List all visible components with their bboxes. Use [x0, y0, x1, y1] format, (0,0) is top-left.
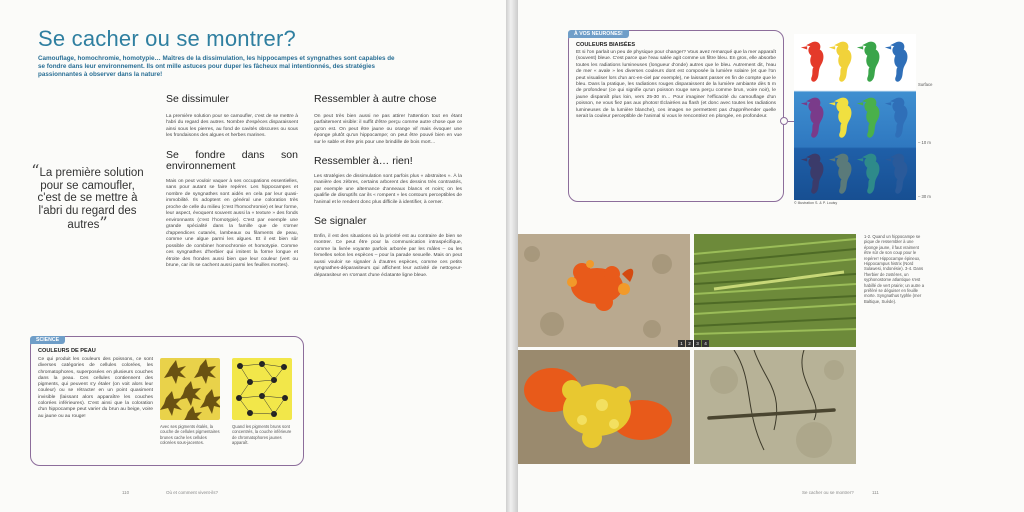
section-text-fondre: Mais on peut vouloir vaquer à ses occupations essentielles, sans pour autant se faire repérer. Les hippocampes et nombre de syngnathes sont aidés en cela par leur quasi-immobilité. Ils adoptent en général une coloration très proche de celle du milieu (c'est l'homochromie) et leur forme, leur aspect, évoquent souvent aussi la « texture » des fonds environnants (c'est l'homotypie). C'est par exemple une grande spécialité dans la famille que de s'orner d'appendices cutanés, lambeaux ou filaments de peau, comme une algue parmi les algues. Et il est bien sûr possible de combiner homochromie et homotypie. Comme ces syngnathes d'herbier qui imitent la forme longue et étroite des frondes aussi bien que leur couleur (vert ou brune, car ils se cachent aussi parmi les feuilles mortes). — [166, 178, 298, 268]
intro-paragraph: Camouflage, homochromie, homotypie… Maîtres de la dissimulation, les hippocampes et syngnathes sont capables de se fondre dans leur environnement. Ils ont mille astuces pour duper les fâcheux mal intentionnés, des stratégies passionnantes à observer dans la nature! — [38, 55, 395, 79]
running-head-left: Où et comment vivent-ils? — [166, 490, 219, 495]
running-head-right: Se cacher ou se montrer? — [802, 490, 854, 495]
folio-right: 111 — [872, 490, 879, 495]
photo-syngnathe-dead-leaf — [694, 350, 856, 464]
box-connector-dot — [780, 117, 788, 125]
depth-label-30m: – 30 m — [918, 194, 931, 199]
photo-seagrass-syngnathe-green — [694, 234, 856, 347]
section-text-rien: Les stratégies de dissimulation sont parfois plus « abstraites ». À la manière des zèbres, certains arborent des dessins très contrastés, par exemple une alternance d'anneaux blancs et noirs; on les qualifie de disruptifs car ils « rompent » les contours perceptibles de l'animal et le rendent donc plus difficile à identifier, à cerner. — [314, 173, 462, 205]
photo-yellow-seahorse-1 — [518, 234, 690, 347]
neurones-tag: À VOS NEURONES! — [568, 30, 629, 38]
section-title-dissimuler: Se dissimuler — [166, 93, 230, 105]
section-title-ressembler: Ressembler à autre chose — [314, 93, 437, 105]
section-text-ressembler: On peut très bien aussi ne pas attirer l'attention tout en étant parfaitement visible: il suffit d'être perçu comme autre chose que ce qu'on est. On peut être jaune ou orange vif mais évoquer une éponge plutôt qu'un hippocampe; on peut être pouvé bien en vue sur le sable et être pris pour une brindille de bois mort… — [314, 113, 462, 145]
book-gutter — [506, 0, 518, 512]
illustration-credit: © Illustration S. & P. Louisy — [794, 201, 838, 205]
photo-number-3: 3 — [694, 340, 701, 347]
left-page — [0, 0, 506, 512]
photo-yellow-seahorse-2 — [518, 350, 690, 464]
pull-quote — [30, 161, 145, 232]
page-title: Se cacher ou se montrer? — [38, 26, 296, 51]
neurones-box-text: Et si l'on parlait un peu de physique pour changer? Vous avez remarqué que la mer apparaît (souvent) bleue. C'est parce que l'eau salée agit comme un filtre bleu. En gros, elle absorbe toutes les radiations lumineuses (longueur d'onde) autres que le bleu. Autrement dit, l'eau de mer « avale » les diverses couleurs dont est composée la lumière solaire (et que l'on peut visualiser lors d'un arc-en-ciel par exemple), ne laissant passer en fin de compte que le bleu. Dans la pratique, les radiations rouges disparaissent de la lumière ambiante dès 5 m de profondeur (ce qui signifie qu'un poisson rouge sera perçu comme brun, voire noir), le jaune disparaît plus loin, vers 25-30 m… Pour imaginer l'efficacité du camouflage d'un poisson, ne vous fiez pas aux photos! Éclairées au flash (et donc avec toutes les radiations lumineuses de la lumière blanche), ces images ne permettent pas d'appréhender quelle serait la couleur perceptible de l'animal si vous le rencontriez en plongée, en profondeur. — [576, 50, 776, 120]
pull-quote-text: La première solution pour se camoufler, c'est de se mettre à l'abri du regard des autres — [37, 167, 144, 231]
section-title-signaler: Se signaler — [314, 215, 367, 227]
science-box-title: COULEURS DE PEAU — [38, 348, 96, 354]
neurones-box-title: COULEURS BIAISÉES — [576, 42, 636, 48]
photo-number-1: 1 — [678, 340, 685, 347]
right-page — [518, 0, 1024, 512]
section-text-signaler: Enfin, il est des situations où la priorité est au contraire de bien se montrer. Ce peut être pour la communication intraspécifique, comme la livrée voyante parfois arborée par les mâles – ou les femelles selon les espèces – pour la parade sexuelle. Mais on peut aussi vouloir se signaler à d'autres espèces, comme ces petits syngnathes-déparasiteurs qui affichent leur activité de nettoyeur-déparasiteur en s'ornant d'une éclatante ligne bleue. — [314, 233, 462, 278]
depth-label-10m: – 10 m — [918, 140, 931, 145]
science-box-text: Ce qui produit les couleurs des poissons, ce sont diverses catégories de cellules colorées, les chromatophores, superposées en plusieurs couches dans la peau. Ces cellules contiennent des pigments, qui peuvent s'y étaler (on voit alors leur couleur) ou se rétracter en un point quasiment invisible (laissant alors apparaître les couches colorées inférieures). C'est ainsi que la coloration d'un hippocampe peut varier du brun au beige, voire au jaune ou au rouge! — [38, 357, 153, 419]
photo-caption: 1-2. Quand un hippocampe se pique de ressembler à une éponge jaune, il faut vraiment être sûr de son coup pour le repérer! Hippocampe épineux, Hippocampus histrix (Nord Sulawesi, Indonésie). 3-4. Dans l'herbier de zostères, un syphonostome atlantique s'est habillé de vert prairie; un autre a préféré se déguiser en feuille morte. Syngnathus typhle (mer Baltique, Suède). — [864, 234, 925, 304]
caption-brown-pigments: Avec ses pigments étalés, la couche de cellules pigmentaires brunes cache les cellules colorées sous-jacentes. — [160, 424, 220, 446]
quote-open-mark: “ — [31, 161, 40, 180]
column-middle — [166, 94, 298, 270]
photo-number-4: 4 — [702, 340, 709, 347]
quote-close-mark: ” — [99, 213, 108, 232]
section-title-fondre: Se fondre dans son environnement — [166, 148, 298, 172]
section-title-rien: Ressembler à… rien! — [314, 155, 413, 167]
column-right — [314, 94, 462, 279]
science-tag: SCIENCE — [30, 336, 65, 344]
chromatophore-yellow-image — [232, 358, 292, 420]
folio-left: 110 — [122, 490, 130, 495]
chromatophore-brown-image — [160, 358, 220, 420]
photo-number-2: 2 — [686, 340, 693, 347]
caption-yellow-pigments: Quand les pigments bruns sont concentrés, la couche inférieure de chromatophores jaunes apparaît. — [232, 424, 292, 446]
depth-label-surface: Surface — [918, 82, 933, 87]
seahorse-depth-illustration — [794, 34, 916, 200]
section-text-dissimuler: La première solution pour se camoufler, c'est de se mettre à l'abri du regard des autres. Nombre d'espèces disparaissent ainsi sous les pierres, au fond de cavités obscures ou sous les frondaisons des algues et herbes marines. — [166, 113, 298, 138]
